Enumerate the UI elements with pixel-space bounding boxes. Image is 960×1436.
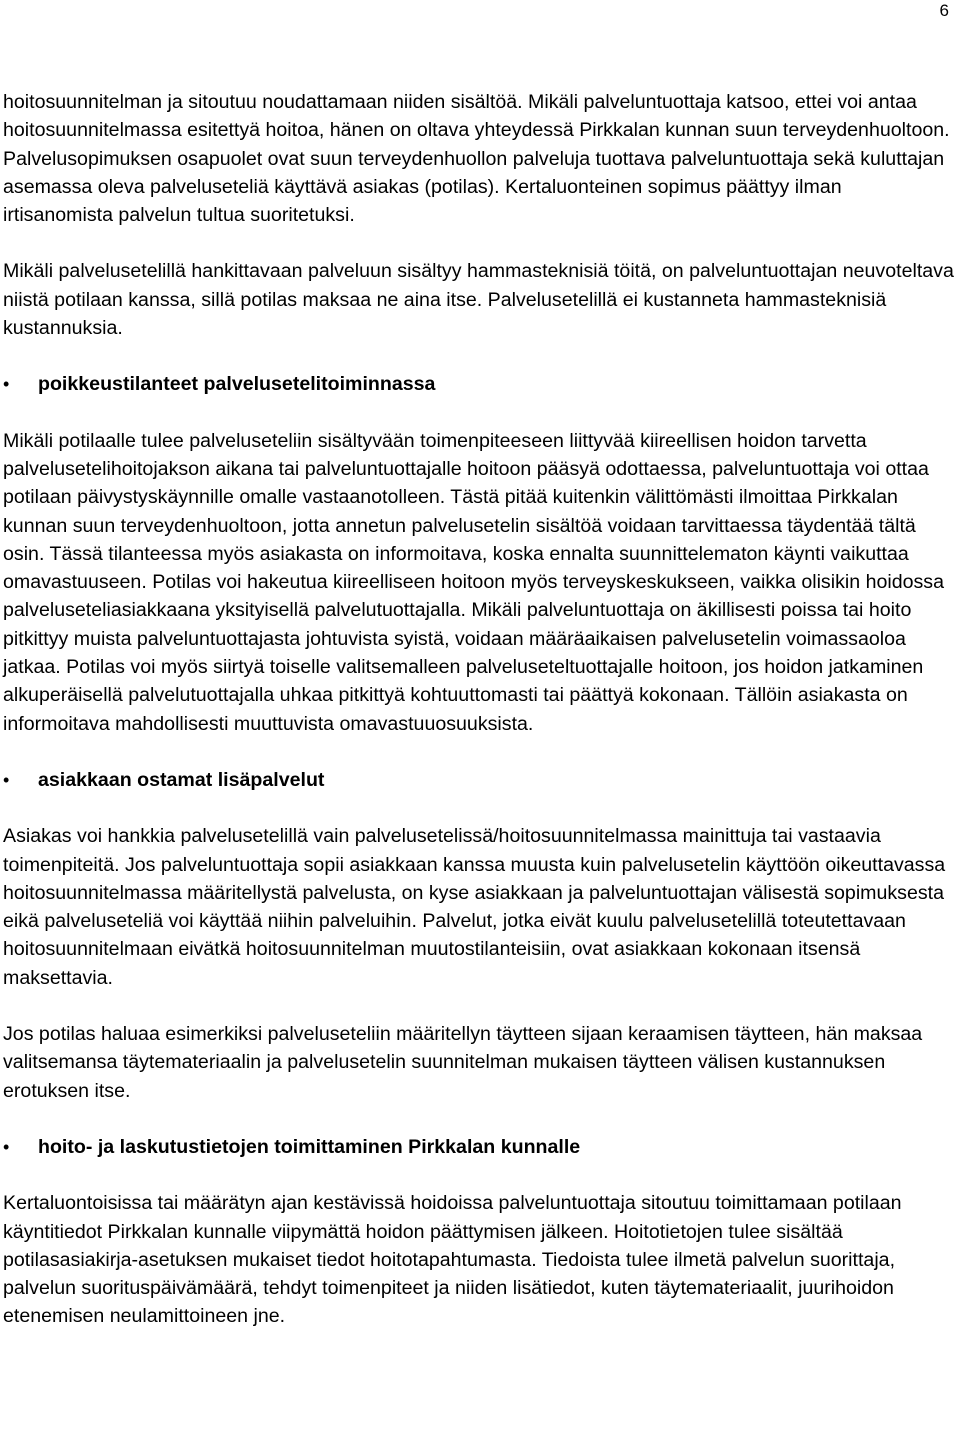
paragraph-kayntitiedot: Kertaluontoisissa tai määrätyn ajan kestävissä hoidoissa palveluntuottaja sitoutuu toimittamaan potilaan käyntitiedot Pirkkalan kunnalle viipymättä hoidon päättymisen jälkeen. Hoitotietojen tulee sisältää potilasasiakirja-asetuksen mukaiset tiedot hoitotapahtumasta. Tiedoista tulee ilmetä palvelun suorittaja, palvelun suorituspäivämäärä, tehdyt toimenpiteet ja niiden lisätiedot, kuten täytemateriaalit, juurihoidon etenemisen neulamittoineen jne. [3,1192,902,1328]
heading-text: asiakkaan ostamat lisäpalvelut [38,768,325,791]
paragraph-gap [3,992,955,1020]
paragraph-hammastekniset: Mikäli palvelusetelillä hankittavaan palveluun sisältyy hammasteknisiä töitä, on palveluntuottajan neuvoteltava niistä potilaan kanssa, sillä potilas maksaa ne aina itse. Palvelusetelillä ei kustanneta hammasteknisiä kustannuksia. [3,260,954,340]
document-body [3,88,955,1331]
paragraph-keraaminen-tayte: Jos potilas haluaa esimerkiksi palveluseteliin määritellyn täytteen sijaan keraamisen täytteen, hän maksaa valitsemansa täytemateriaalin ja palvelusetelin suunnitelman mukaisen täytteen välisen kustannuksen erotuksen itse. [3,1023,923,1102]
paragraph-gap [3,1105,955,1133]
page-number: 6 [939,1,949,20]
paragraph-gap [3,342,955,370]
heading-text: hoito- ja laskutustietojen toimittaminen Pirkkalan kunnalle [38,1135,581,1158]
paragraph-gap [3,1161,955,1189]
bullet-icon: • [3,1136,10,1157]
paragraph-kiireellinen-hoito: Mikäli potilaalle tulee palveluseteliin sisältyvään toimenpiteeseen liittyvää kiireellisen hoidon tarvetta palvelusetelihoitojakson aikana tai palveluntuottajalle hoitoon pääsyä odottaessa, palveluntuottaja voi ottaa potilaan päivystyskäynnille omalle vastaanotolleen. Tästä pitää kuitenkin välittömästi ilmoittaa Pirkkalan kunnan suun terveydenhuoltoon, jotta annetun palvelusetelin sisältöä voidaan tarvittaessa täydentää tältä osin. Tässä tilanteessa myös asiakasta on informoitava, koska ennalta suunnittelematon käynti vaikuttaa omavastuuseen. Potilas voi hakeutua kiireelliseen hoitoon myös terveyskeskukseen, vaikka olisikin hoidossa palveluseteliasiakkaana yksityisellä palvelutuottajalla. Mikäli palveluntuottaja on äkillisesti poissa tai hoito pitkittyy muista palveluntuottajasta johtuvista syistä, voidaan määräaikaisen palvelusetelin voimassaoloa jatkaa. Potilas voi myös siirtyä toiselle valitsemalleen palveluseteltuottajalle hoitoon, jos hoidon jatkaminen alkuperäisellä palvelutuottajalla uhkaa pitkittyä kohtuuttomasti tai päättyä kokonaan. Tällöin asiakasta on informoitava mahdollisesti muuttuvista omavastuuosuuksista. [3,429,944,735]
paragraph-lisapalvelut: Asiakas voi hankkia palvelusetelillä vain palvelusetelissä/hoitosuunnitelmassa mainittuja tai vastaavia toimenpiteitä. Jos palveluntuottaja sopii asiakkaan kanssa muusta kuin palvelusetelin käyttöön oikeuttavassa hoitosuunnitelmassa määritellystä palvelusta, on kyse asiakkaan ja palveluntuottajan välisestä sopimuksesta eikä palveluseteliä voi käyttää niihin palveluihin. Palvelut, jotka eivät kuulu palvelusetelillä toteutettavaan hoitosuunnitelmaan eivätkä hoitosuunnitelman muutostilanteisiin, ovat asiakkaan kokonaan itsensä maksettavia. [3,825,946,989]
paragraph-gap [3,738,955,766]
paragraph-gap [3,399,955,427]
paragraph-hoitosuunnitelma: hoitosuunnitelman ja sitoutuu noudattamaan niiden sisältöä. Mikäli palveluntuottaja katsoo, ettei voi antaa hoitosuunnitelmassa esitettyä hoitoa, hänen on oltava yhteydessä Pirkkalan kunnan suun terveydenhuoltoon. Palvelusopimuksen osapuolet ovat suun terveydenhuollon palveluja tuottava palveluntuottaja sekä kuluttajan asemassa oleva palveluseteliä käyttävä asiakas (potilas). Kertaluonteinen sopimus päättyy ilman irtisanomista palvelun tultua suoritetuksi. [3,91,950,227]
bullet-icon: • [3,374,10,395]
section-heading-lisapalvelut [3,766,955,794]
section-heading-poikkeustilanteet [3,370,955,398]
paragraph-gap [3,229,955,257]
heading-text: poikkeustilanteet palvelusetelitoiminnassa [38,373,436,396]
bullet-icon: • [3,769,10,790]
paragraph-gap [3,794,955,822]
section-heading-hoitotiedot [3,1133,955,1161]
